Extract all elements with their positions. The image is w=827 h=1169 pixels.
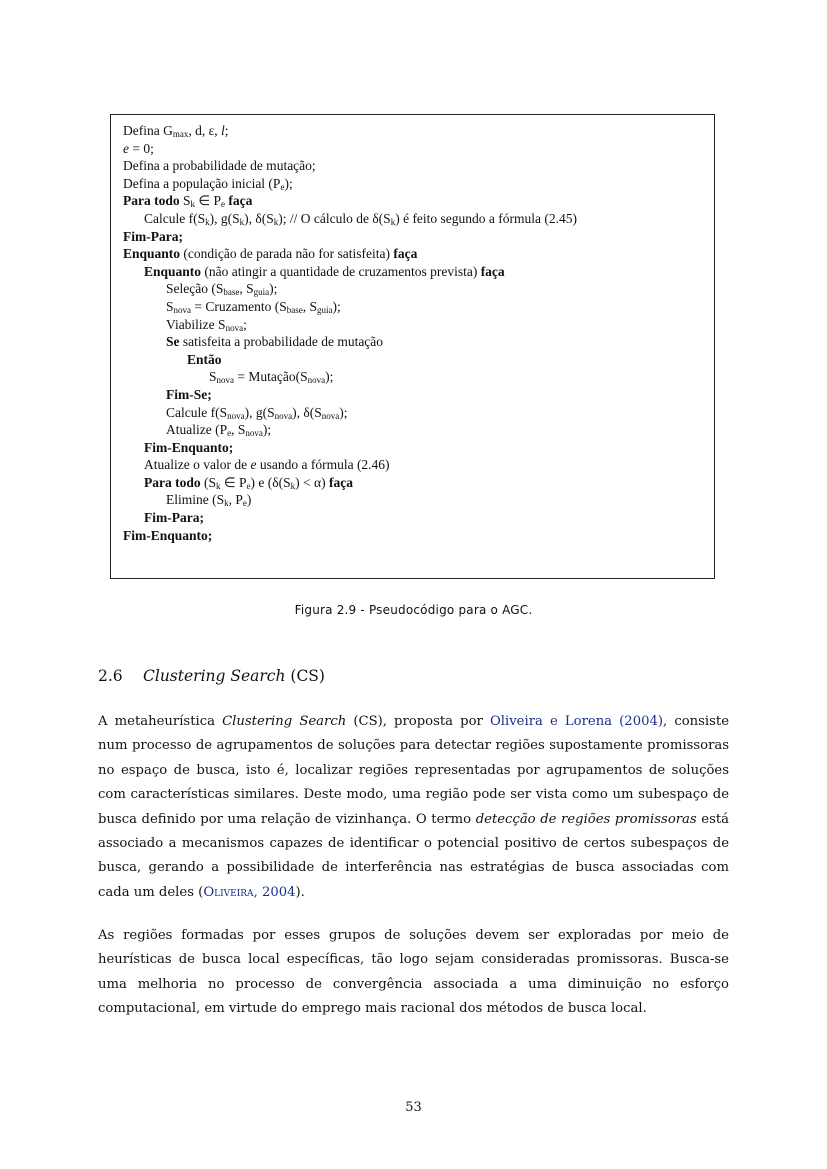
algo-line-12 xyxy=(123,316,706,334)
section-heading xyxy=(98,667,325,685)
algo-text: ); // O cálculo de δ(S xyxy=(278,210,391,226)
algo-text: satisfeita a probabilidade de mutação xyxy=(179,334,384,350)
algo-line-19: Fim-Enquanto; xyxy=(144,439,234,455)
algo-text: l xyxy=(221,123,225,138)
figure-caption: Figura 2.9 - Pseudocódigo para o AGC. xyxy=(294,603,533,617)
paragraph-2: As regiões formadas por esses grupos de soluções devem ser exploradas por meio de heurísticas de busca local específicas, tão logo sejam consideradas promissoras. Busca-se uma melhoria no processo de convergência associada a uma diminuição no esforço computacional, em virtude do emprego mais racional dos métodos de busca local. xyxy=(98,928,729,1017)
algo-sub: k xyxy=(205,216,210,227)
algo-text: Viabilize S xyxy=(166,316,226,332)
algo-sub: nova xyxy=(307,375,326,386)
algo-line-1 xyxy=(123,122,706,140)
citation-link[interactable]: , 2004 xyxy=(253,884,296,900)
algo-text: e xyxy=(250,457,257,473)
algo-line-3: Defina a probabilidade de mutação; xyxy=(123,158,316,174)
algo-text: Calcule f(S xyxy=(166,404,228,420)
algo-line-15 xyxy=(123,368,706,386)
algo-text: (condição de parada não for satisfeita) xyxy=(180,246,394,262)
para-text: está associado a mecanismos capazes de identificar o potencial positivo de certos subespaços de busca, gerando a possibilidade de interferência nas estratégias de busca associadas com cada um deles ( xyxy=(98,811,729,900)
algo-sub: k xyxy=(390,216,396,227)
algo-sub: base xyxy=(286,304,303,315)
algo-text: Atualize (P xyxy=(166,422,228,438)
algo-text: = 0; xyxy=(129,140,154,156)
para-italic: Clustering Search xyxy=(222,714,347,729)
algo-line-10 xyxy=(123,280,706,298)
para-text: , consiste num processo de agrupamentos de soluções para detectar regiões supostamente promissoras no espaço de busca, isto é, localizar regiões representadas por agrupamentos de soluções com características similares. Deste modo, uma região pode ser vista como um subespaço de busca definido por uma relação de vizinhança. O termo xyxy=(98,714,729,827)
algo-text: ); xyxy=(284,175,293,191)
citation-link[interactable]: Oliveira xyxy=(203,884,254,900)
algo-text: ) xyxy=(246,492,252,508)
section-number: 2.6 xyxy=(98,667,123,685)
algo-keyword: faça xyxy=(393,246,418,262)
algo-sub: nova xyxy=(274,410,293,421)
algo-text: , S xyxy=(302,298,318,314)
citation-link[interactable]: Oliveira e Lorena (2004) xyxy=(489,714,664,729)
algo-text: Elimine (S xyxy=(166,492,225,508)
algo-text: , S xyxy=(231,422,246,438)
algo-text: = Mutação(S xyxy=(234,369,308,385)
algo-sub: e xyxy=(227,428,232,439)
pseudocode-box xyxy=(110,114,715,579)
algo-text: , P xyxy=(228,492,243,508)
algo-text: ); xyxy=(269,281,278,297)
algo-line-7: Fim-Para; xyxy=(123,228,183,244)
algo-sub: nova xyxy=(321,410,340,421)
algo-keyword: Enquanto xyxy=(123,246,181,262)
paragraph-1 xyxy=(98,710,729,905)
algo-text: Atualize o valor de xyxy=(144,457,251,473)
para-italic: detecção de regiões promissoras xyxy=(475,811,697,827)
algo-text: ∈ P xyxy=(195,193,222,209)
algo-text: ) e (δ(S xyxy=(250,474,291,490)
algo-text: ), δ(S xyxy=(244,210,274,226)
algo-keyword: Enquanto xyxy=(144,263,202,279)
algo-line-23: Fim-Para; xyxy=(144,510,204,526)
algo-line-4 xyxy=(123,175,706,193)
para-text: A metaheurística xyxy=(98,714,223,729)
algo-text: , d, ε, xyxy=(188,123,222,138)
algo-line-22 xyxy=(123,491,706,509)
algo-line-9 xyxy=(123,263,706,281)
algo-text: S xyxy=(166,298,174,314)
algo-line-20 xyxy=(123,456,706,474)
algo-text: ), g(S xyxy=(244,404,275,420)
algo-text: Calcule f(S xyxy=(144,210,206,226)
algo-text: ; xyxy=(243,316,247,332)
algo-sub: base xyxy=(223,287,240,298)
algo-line-2 xyxy=(123,140,706,158)
page-number: 53 xyxy=(405,1100,422,1115)
algo-text: ) < α) xyxy=(295,474,329,490)
algo-keyword: faça xyxy=(225,193,253,209)
algo-sub: nova xyxy=(216,375,235,386)
algo-line-14: Então xyxy=(187,351,222,367)
algo-text: e xyxy=(123,140,129,156)
algo-sub: nova xyxy=(225,322,244,333)
algo-line-11 xyxy=(123,298,706,316)
algo-keyword: faça xyxy=(328,474,353,490)
section-title-italic: Clustering Search xyxy=(143,667,286,685)
algo-keyword: Se xyxy=(166,334,180,350)
algo-sub: e xyxy=(280,181,285,192)
algo-text: ; xyxy=(224,123,229,138)
algo-sub: nova xyxy=(227,410,245,421)
algo-line-13 xyxy=(123,333,706,351)
algo-text: ), g(S xyxy=(209,210,240,226)
algo-line-8 xyxy=(123,245,706,263)
algo-sub: k xyxy=(224,498,229,509)
algo-line-5 xyxy=(123,192,706,210)
pseudocode-lines xyxy=(123,122,706,544)
algo-text: = Cruzamento (S xyxy=(191,298,287,314)
algo-sub: nova xyxy=(173,304,192,315)
algo-line-6 xyxy=(123,210,706,228)
algo-sub: k xyxy=(290,480,296,491)
algo-line-21 xyxy=(123,474,706,492)
algo-text: ); xyxy=(325,369,334,385)
algo-text: S xyxy=(179,193,191,209)
algo-text: ); xyxy=(332,298,341,314)
algo-text: ); xyxy=(339,404,348,420)
algo-sub: guia xyxy=(317,304,333,315)
algo-text: ∈ P xyxy=(220,474,247,490)
algo-sub: guia xyxy=(253,287,270,298)
algo-line-18 xyxy=(123,421,706,439)
algo-sub: k xyxy=(239,216,245,227)
algo-line-24: Fim-Enquanto; xyxy=(123,527,213,543)
algo-sub: nova xyxy=(245,428,263,439)
algo-keyword: Para todo xyxy=(144,474,201,490)
algo-text: , S xyxy=(239,281,254,297)
algo-text: ); xyxy=(262,422,272,438)
algo-line-16: Fim-Se; xyxy=(166,386,212,402)
algo-sub: k xyxy=(190,199,196,210)
algo-text: Seleção (S xyxy=(166,281,224,297)
algo-text: (não atingir a quantidade de cruzamentos prevista) xyxy=(201,263,481,279)
section-title-rest: (CS) xyxy=(285,667,325,685)
algo-sub: max xyxy=(172,129,189,139)
algo-sub: e xyxy=(221,199,226,210)
algo-sub: e xyxy=(246,480,251,491)
algo-text: Defina a população inicial (P xyxy=(123,175,281,191)
algo-line-17 xyxy=(123,404,706,422)
algo-sub: e xyxy=(242,498,247,509)
algo-text: ), δ(S xyxy=(292,404,322,420)
algo-sub: k xyxy=(273,216,279,227)
algo-keyword: faça xyxy=(480,263,505,279)
algo-text: ) é feito segundo a fórmula (2.45) xyxy=(395,210,578,226)
algo-text: (S xyxy=(200,474,217,490)
algo-keyword: Para todo xyxy=(123,193,180,209)
algo-sub: k xyxy=(216,480,221,491)
algo-text: Defina G xyxy=(123,123,173,138)
para-text: (CS), proposta por xyxy=(346,714,490,729)
algo-text: usando a fórmula (2.46) xyxy=(256,457,390,473)
algo-text: S xyxy=(209,369,217,385)
para-text: ). xyxy=(295,884,305,900)
